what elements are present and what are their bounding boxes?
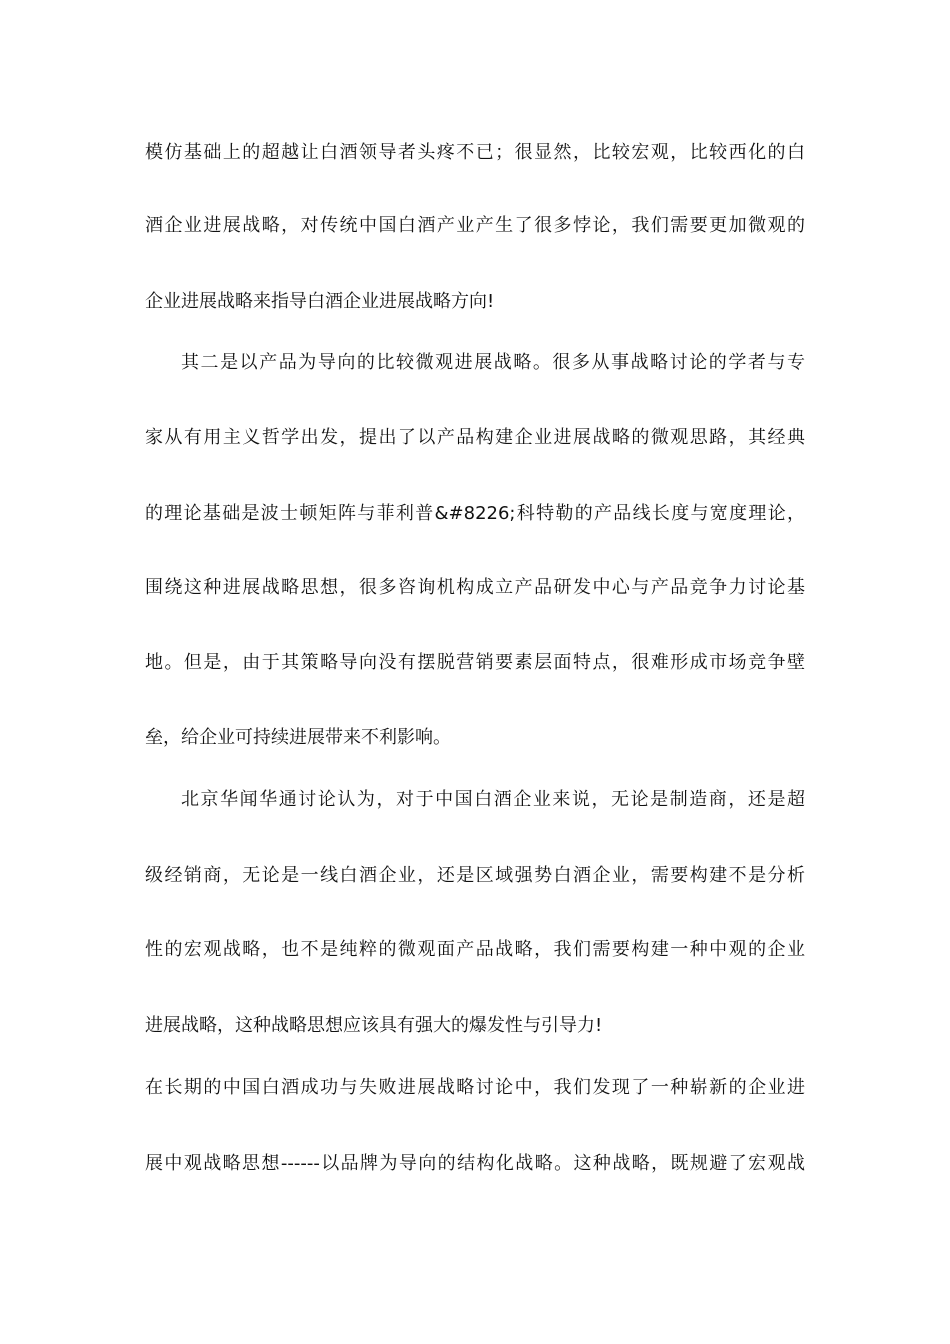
text-line-2: 酒企业进展战略，对传统中国白酒产业产生了很多悖论，我们需要更加微观的: [145, 215, 805, 236]
text-line-1: 模仿基础上的超越让白酒领导者头疼不已；很显然，比较宏观，比较西化的白: [145, 142, 805, 163]
text-line-14: 在长期的中国白酒成功与失败进展战略讨论中，我们发现了一种崭新的企业进: [145, 1077, 805, 1098]
text-line-7: 围绕这种进展战略思想，很多咨询机构成立产品研发中心与产品竞争力讨论基: [145, 577, 805, 598]
text-line-12: 性的宏观战略，也不是纯粹的微观面产品战略，我们需要构建一种中观的企业: [145, 939, 805, 960]
text-line-4: 其二是以产品为导向的比较微观进展战略。很多从事战略讨论的学者与专: [181, 352, 805, 373]
text-line-13: 进展战略，这种战略思想应该具有强大的爆发性与引导力!: [145, 1015, 603, 1036]
text-line-5: 家从有用主义哲学出发，提出了以产品构建企业进展战略的微观思路，其经典: [145, 427, 805, 448]
text-line-11: 级经销商，无论是一线白酒企业，还是区域强势白酒企业，需要构建不是分析: [145, 865, 805, 886]
text-line-8: 地。但是，由于其策略导向没有摆脱营销要素层面特点，很难形成市场竞争壁: [145, 652, 805, 673]
text-line-6: 的理论基础是波士顿矩阵与菲利普&#8226;科特勒的产品线长度与宽度理论，: [145, 503, 805, 524]
text-line-9: 垒，给企业可持续进展带来不利影响。: [145, 727, 451, 748]
text-line-15: 展中观战略思想------以品牌为导向的结构化战略。这种战略，既规避了宏观战: [145, 1153, 805, 1174]
text-line-3: 企业进展战略来指导白酒企业进展战略方向!: [145, 291, 495, 312]
text-line-10: 北京华闻华通讨论认为，对于中国白酒企业来说，无论是制造商，还是超: [181, 789, 805, 810]
